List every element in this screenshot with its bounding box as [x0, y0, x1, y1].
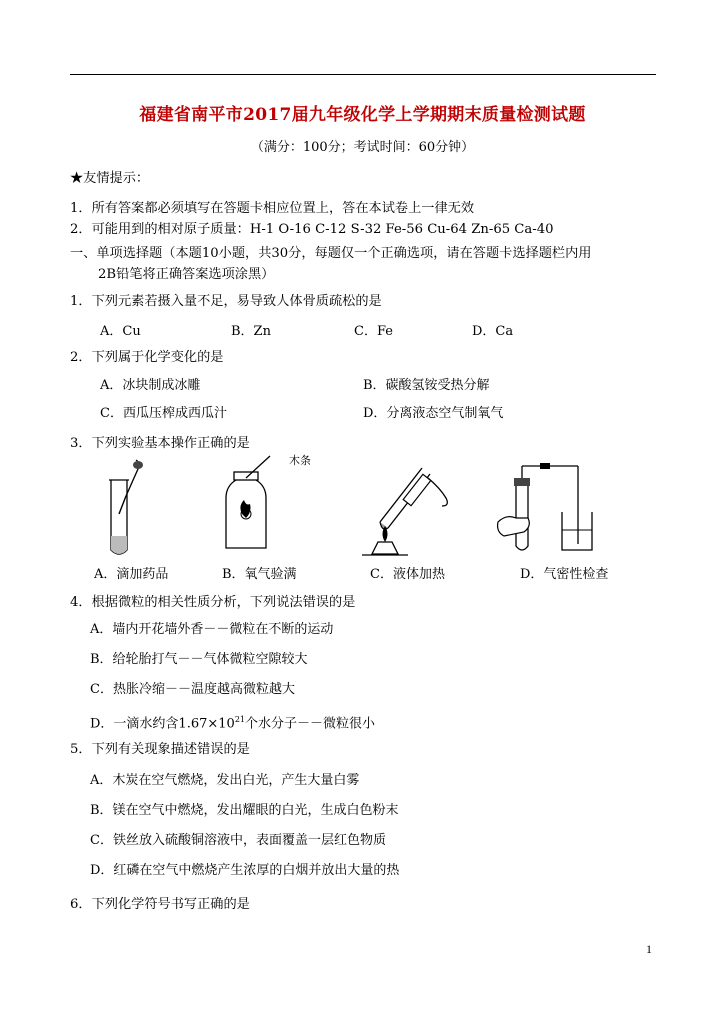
figure-label-stick: 木条 [289, 454, 311, 467]
section1-instructions: 一、单项选择题（本题10小题，共30分，每题仅一个正确选项，请在答题卡选择题栏内用 [70, 246, 592, 261]
q1-option-a: A．Cu [100, 324, 141, 339]
q4-option-a: A．墙内开花墙外香－－微粒在不断的运动 [90, 622, 334, 637]
q5-option-d: D．红磷在空气中燃烧产生浓厚的白烟并放出大量的热 [90, 863, 400, 878]
q5-option-b: B．镁在空气中燃烧，发出耀眼的白光，生成白色粉末 [90, 803, 399, 818]
q4-option-d-text-end: 个水分子－－微粒很小 [245, 716, 376, 732]
q6-stem: 6．下列化学符号书写正确的是 [70, 897, 250, 912]
q2-option-b: B．碳酸氢铵受热分解 [363, 378, 490, 393]
q4-option-d-exponent: 21 [234, 715, 245, 724]
figure-airtightness-icon [492, 458, 602, 558]
q3-option-a: A．滴加药品 [94, 567, 169, 582]
q3-option-c: C．液体加热 [370, 567, 445, 582]
section1-instructions-cont: 2B铅笔将正确答案选项涂黑） [98, 267, 275, 282]
tips-heading: ★友情提示： [70, 171, 150, 186]
q4-option-d-text: D．一滴水约含1.67×10 [90, 716, 235, 732]
q2-stem: 2．下列属于化学变化的是 [70, 350, 224, 365]
figure-heating-icon [358, 458, 468, 558]
q2-option-d: D．分离液态空气制氧气 [363, 406, 504, 421]
q2-option-c: C．西瓜压榨成西瓜汁 [100, 406, 227, 421]
header-rule [70, 74, 656, 75]
q3-stem: 3．下列实验基本操作正确的是 [70, 436, 250, 451]
tip-item-1: 1．所有答案都必须填写在答题卡相应位置上，答在本试卷上一律无效 [70, 201, 475, 216]
q4-option-d [90, 711, 375, 733]
q1-stem: 1．下列元素若摄入量不足，易导致人体骨质疏松的是 [70, 294, 382, 309]
q1-option-d: D．Ca [472, 324, 514, 339]
q4-option-c: C．热胀冷缩－－温度越高微粒越大 [90, 682, 295, 697]
q1-option-b: B．Zn [231, 324, 271, 339]
document-subtitle: （满分：100分；考试时间：60分钟） [250, 140, 475, 155]
q5-option-a: A．木炭在空气燃烧，发出白光，产生大量白雾 [90, 773, 360, 788]
q3-option-d: D．气密性检查 [520, 567, 609, 582]
q4-option-b: B．给轮胎打气－－气体微粒空隙较大 [90, 652, 308, 667]
figure-dropper-icon [100, 458, 150, 558]
document-title: 福建省南平市2017届九年级化学上学期期末质量检测试题 [139, 105, 586, 125]
q3-option-b: B．氧气验满 [222, 567, 297, 582]
q4-stem: 4．根据微粒的相关性质分析，下列说法错误的是 [70, 595, 356, 610]
q1-option-c: C．Fe [354, 324, 393, 339]
q5-stem: 5．下列有关现象描述错误的是 [70, 742, 250, 757]
q2-option-a: A．冰块制成冰雕 [100, 378, 201, 393]
page-number: 1 [646, 942, 652, 956]
tip-item-2: 2．可能用到的相对原子质量：H-1 O-16 C-12 S-32 Fe-56 Cu-64 Zn-65 Ca-40 [70, 222, 554, 237]
q5-option-c: C．铁丝放入硫酸铜溶液中，表面覆盖一层红色物质 [90, 833, 386, 848]
